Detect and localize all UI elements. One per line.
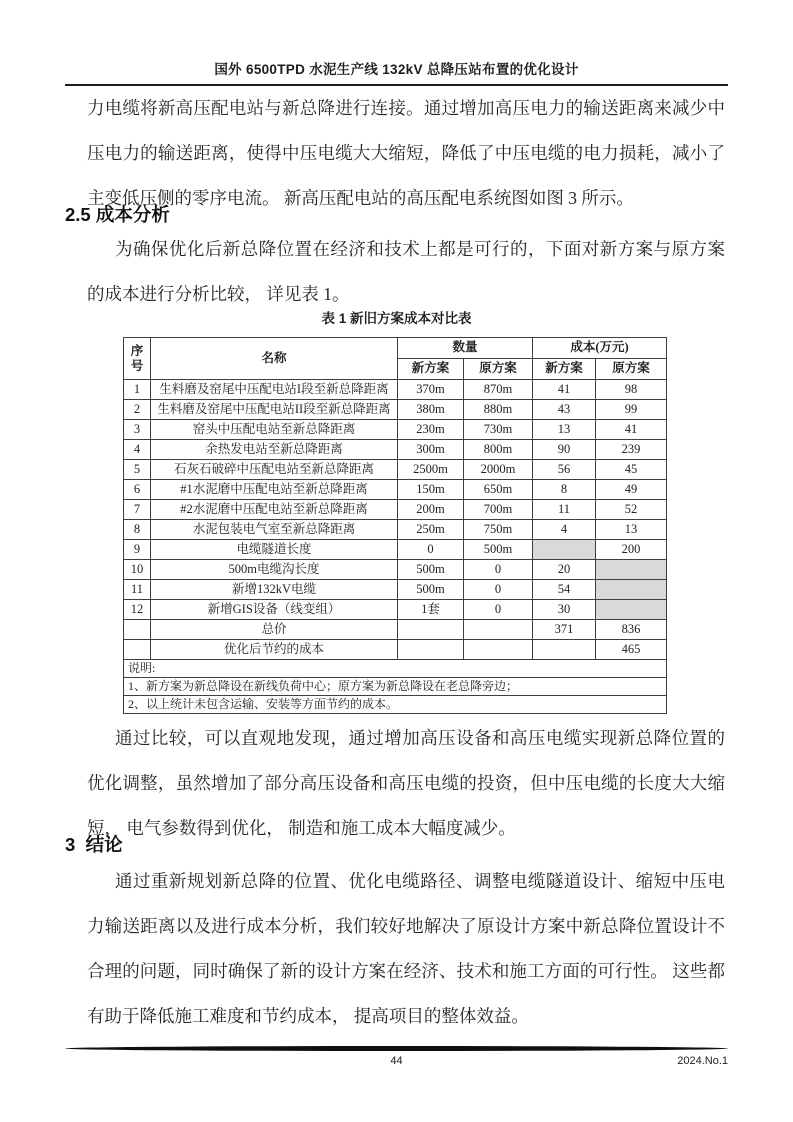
table-cell: 500m电缆沟长度 (151, 560, 398, 580)
table-cell: 800m (464, 440, 533, 460)
table-cell: 3 (124, 420, 151, 440)
table-cell: 4 (124, 440, 151, 460)
notes-label: 说明: (124, 660, 667, 678)
table-cell: 30 (533, 600, 596, 620)
issue-label: 2024.No.1 (677, 1055, 728, 1067)
heading-cost-analysis: 2.5 成本分析 (65, 204, 170, 225)
col-header-quantity: 数量 (398, 338, 533, 359)
paragraph-conclusion: 通过重新规划新总降的位置、优化电缆路径、调整电缆隧道设计、缩短中压电力输送距离以及进行成本分析，我们较好地解决了原设计方案中新总降位置设计不合理的问题，同时确保了新的设计方案在经济、技术和施工方面的可行性。 这些都有助于降低施工难度和节约成本， 提高项目的整体效益。 (87, 871, 725, 1026)
table-row (124, 500, 667, 520)
table-cell (596, 560, 667, 580)
table-cell: 52 (596, 500, 667, 520)
table-cell: 380m (398, 400, 464, 420)
paragraph-cost-intro: 为确保优化后新总降位置在经济和技术上都是可行的，下面对新方案与原方案的成本进行分析比较， 详见表 1。 (87, 239, 725, 304)
table-cell: 8 (124, 520, 151, 540)
table-cell: 730m (464, 420, 533, 440)
table-cell: 880m (464, 400, 533, 420)
saving-label: 优化后节约的成本 (151, 640, 398, 660)
table-cell: 13 (533, 420, 596, 440)
saving-row (124, 640, 667, 660)
table-cell: 2000m (464, 460, 533, 480)
paragraph-comparison: 通过比较，可以直观地发现，通过增加高压设备和高压电缆实现新总降位置的优化调整，虽然增加了部分高压设备和高压电缆的投资，但中压电缆的长度大大缩短， 电气参数得到优化， 制造和施工成本大幅度减少。 (87, 728, 725, 838)
table-cell: 370m (398, 380, 464, 400)
table-row (124, 480, 667, 500)
table-row (124, 380, 667, 400)
table-cell: 窑头中压配电站至新总降距离 (151, 420, 398, 440)
table-cell: 10 (124, 560, 151, 580)
col-header-name: 名称 (151, 338, 398, 380)
running-head-title: 国外 6500TPD 水泥生产线 132kV 总降压站布置的优化设计 (65, 58, 728, 86)
cost-table-summary (124, 620, 667, 714)
table-row (124, 460, 667, 480)
table-cell: 54 (533, 580, 596, 600)
col-header-qty-new: 新方案 (398, 359, 464, 380)
table-cell: 水泥包装电气室至新总降距离 (151, 520, 398, 540)
table-cell: 90 (533, 440, 596, 460)
total-cost-new: 371 (533, 620, 596, 640)
table-cell: 石灰石破碎中压配电站至新总降距离 (151, 460, 398, 480)
notes-label-row (124, 660, 667, 678)
table-cell: 650m (464, 480, 533, 500)
table-cell: 11 (124, 580, 151, 600)
table-cell: 45 (596, 460, 667, 480)
table-cell: 41 (533, 380, 596, 400)
total-label: 总价 (151, 620, 398, 640)
table-cell: 0 (398, 540, 464, 560)
table-cell: 1套 (398, 600, 464, 620)
table-cell: 230m (398, 420, 464, 440)
table-row (124, 600, 667, 620)
table-cell (398, 640, 464, 660)
table-cell: 0 (464, 580, 533, 600)
table-cell: 49 (596, 480, 667, 500)
table-cell: #1水泥磨中压配电站至新总降距离 (151, 480, 398, 500)
total-row (124, 620, 667, 640)
table-cell: 43 (533, 400, 596, 420)
table-row (124, 400, 667, 420)
note-row (124, 678, 667, 696)
table-row (124, 440, 667, 460)
table-cell (464, 620, 533, 640)
table-row (124, 540, 667, 560)
page-footer (65, 1055, 728, 1071)
col-header-cost: 成本(万元) (533, 338, 667, 359)
table-cell: 98 (596, 380, 667, 400)
table-cell: 2 (124, 400, 151, 420)
heading-conclusion: 3 结论 (65, 834, 123, 855)
page-number: 44 (390, 1055, 403, 1067)
table-cell: 20 (533, 560, 596, 580)
table-cell (533, 640, 596, 660)
table-cell (124, 620, 151, 640)
table-cell: 11 (533, 500, 596, 520)
table-cell: 500m (464, 540, 533, 560)
footer-rule (65, 1046, 728, 1051)
table-cell: 12 (124, 600, 151, 620)
table-cell: 0 (464, 600, 533, 620)
table-cell: 700m (464, 500, 533, 520)
table-row (124, 520, 667, 540)
table-cell: 150m (398, 480, 464, 500)
note-1: 1、新方案为新总降设在新线负荷中心；原方案为新总降设在老总降旁边； (124, 678, 667, 696)
table-cell: 56 (533, 460, 596, 480)
table-cell: 239 (596, 440, 667, 460)
table-cell (596, 600, 667, 620)
table-cell (533, 540, 596, 560)
table-cell: 9 (124, 540, 151, 560)
table-cell (464, 640, 533, 660)
table-cell (124, 640, 151, 660)
table-cell: 生料磨及窑尾中压配电站I段至新总降距离 (151, 380, 398, 400)
table-cell: 300m (398, 440, 464, 460)
table-cell: 2500m (398, 460, 464, 480)
table-cell: 8 (533, 480, 596, 500)
table-cell: 13 (596, 520, 667, 540)
document-page (65, 0, 728, 1039)
paragraph-intro: 力电缆将新高压配电站与新总降进行连接。通过增加高压电力的输送距离来减少中压电力的输送距离，使得中压电缆大大缩短，降低了中压电缆的电力损耗，减小了主变低压侧的零序电流。 新高压配电站的高压配电系统图如图 3 所示。 (87, 98, 725, 208)
cost-comparison-table (123, 337, 667, 714)
table-cell: 41 (596, 420, 667, 440)
table-cell: 1 (124, 380, 151, 400)
col-header-qty-old: 原方案 (464, 359, 533, 380)
total-cost-old: 836 (596, 620, 667, 640)
table-row (124, 580, 667, 600)
table-cell: 200 (596, 540, 667, 560)
table-cell: 生料磨及窑尾中压配电站II段至新总降距离 (151, 400, 398, 420)
table-cell: 200m (398, 500, 464, 520)
table-cell: 新增GIS设备（线变组） (151, 600, 398, 620)
note-row (124, 696, 667, 714)
note-2: 2、以上统计未包含运输、安装等方面节约的成本。 (124, 696, 667, 714)
table-row (124, 560, 667, 580)
table-caption: 表 1 新旧方案成本对比表 (321, 311, 472, 326)
cost-table-body (124, 380, 667, 620)
cost-table-header (124, 338, 667, 380)
table-cell: 870m (464, 380, 533, 400)
header-row-groups (124, 338, 667, 359)
table-cell: 电缆隧道长度 (151, 540, 398, 560)
table-cell: 新增132kV电缆 (151, 580, 398, 600)
table-cell: 750m (464, 520, 533, 540)
table-cell: 250m (398, 520, 464, 540)
col-header-cost-old: 原方案 (596, 359, 667, 380)
table-cell (398, 620, 464, 640)
table-cell: 500m (398, 580, 464, 600)
table-cell: 6 (124, 480, 151, 500)
col-header-seq: 序号 (124, 338, 151, 380)
table-cell: 4 (533, 520, 596, 540)
table-cell: 7 (124, 500, 151, 520)
table-cell (596, 580, 667, 600)
table-cell: 余热发电站至新总降距离 (151, 440, 398, 460)
table-cell: 0 (464, 560, 533, 580)
saving-cost-old: 465 (596, 640, 667, 660)
table-cell: 99 (596, 400, 667, 420)
col-header-cost-new: 新方案 (533, 359, 596, 380)
table-cell: 500m (398, 560, 464, 580)
table-cell: 5 (124, 460, 151, 480)
table-cell: #2水泥磨中压配电站至新总降距离 (151, 500, 398, 520)
table-row (124, 420, 667, 440)
